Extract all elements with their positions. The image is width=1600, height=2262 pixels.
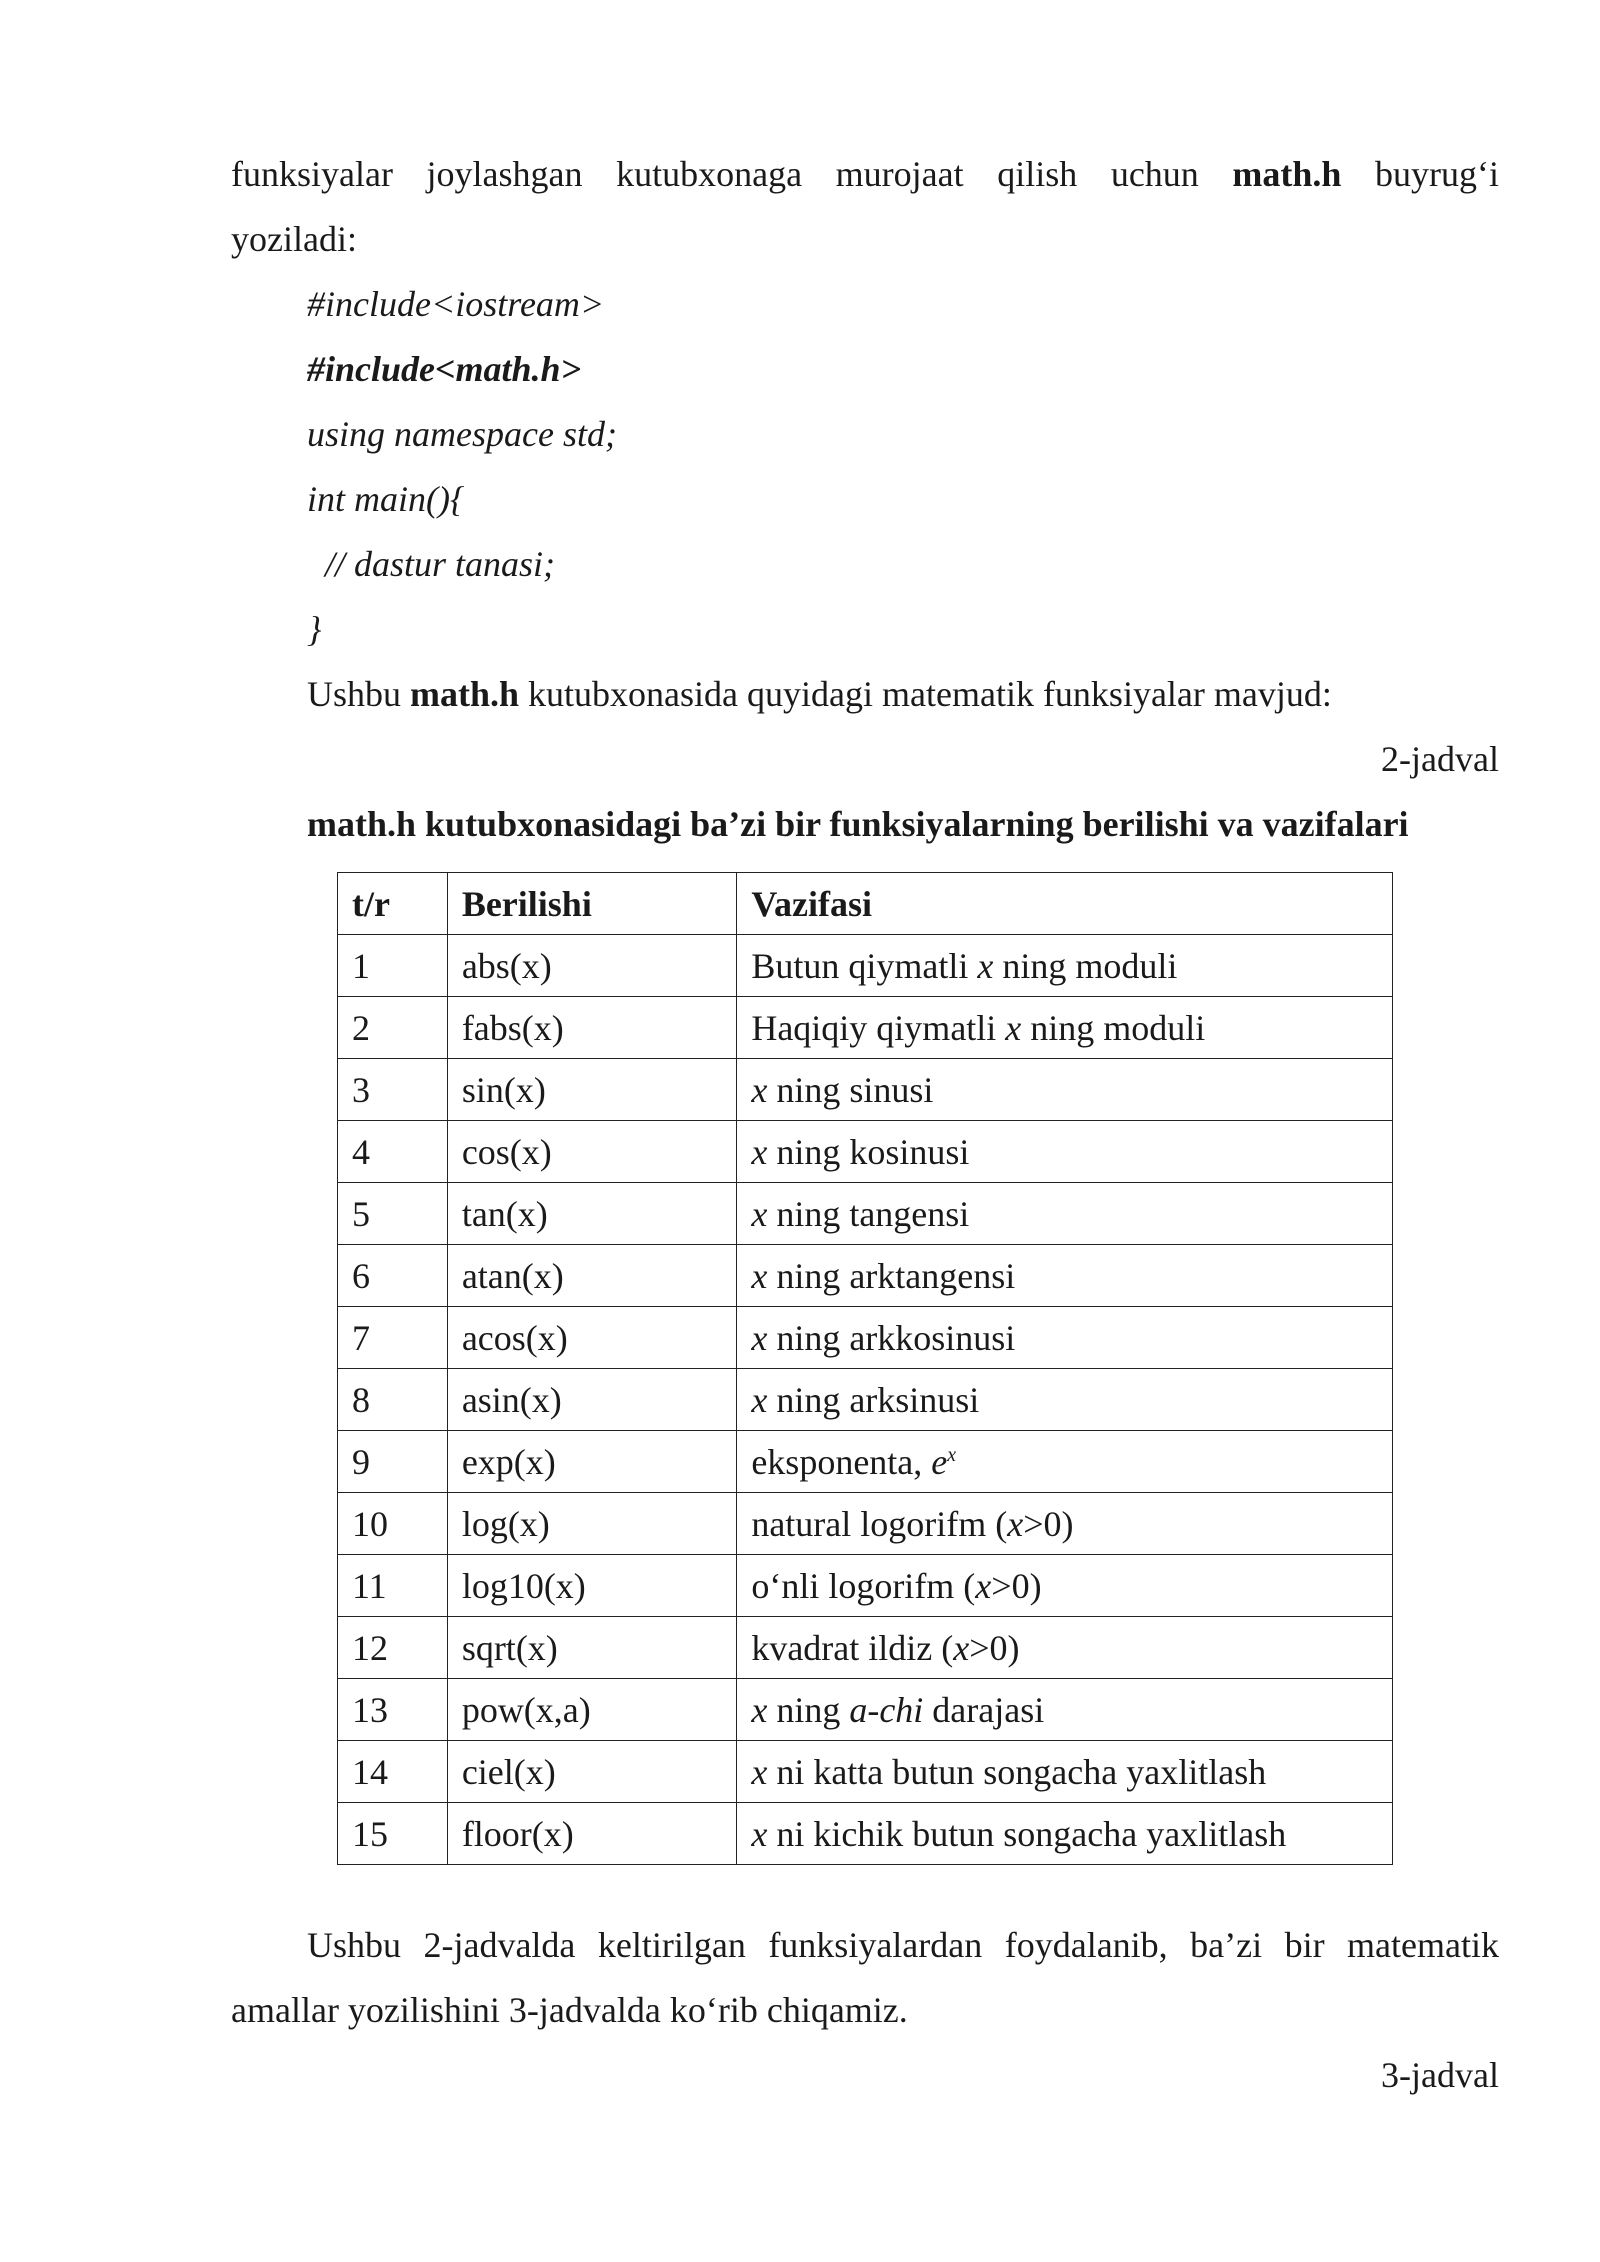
- function-description: [737, 1431, 1393, 1493]
- math-variable: x: [977, 945, 994, 986]
- math-variable: x: [751, 1069, 768, 1110]
- function-description: [737, 1555, 1393, 1617]
- table-2-title: math.h kutubxonasidagi ba’zi bir funksiyalarning berilishi va vazifalari: [307, 804, 1409, 844]
- intro-line-2: yoziladi:: [231, 219, 357, 259]
- row-number: 3: [338, 1059, 448, 1121]
- function-signature: log(x): [447, 1493, 737, 1555]
- description-text: ning: [767, 1689, 850, 1730]
- math-variable: x: [751, 1751, 768, 1792]
- description-text: Haqiqiy qiymatli: [751, 1007, 1006, 1048]
- math-variable: x: [1005, 1007, 1022, 1048]
- row-number: 12: [338, 1617, 448, 1679]
- row-number: 7: [338, 1307, 448, 1369]
- math-variable: x: [751, 1131, 768, 1172]
- intro-text: funksiyalar joylashgan kutubxonaga murojaat qilish uchun: [231, 154, 1233, 194]
- table-row: [338, 1245, 1393, 1307]
- row-number: 2: [338, 997, 448, 1059]
- math-variable: a-chi: [849, 1689, 924, 1730]
- description-text: >0): [969, 1627, 1020, 1668]
- function-description: [737, 1803, 1393, 1865]
- description-text: ning moduli: [993, 945, 1178, 986]
- function-description: [737, 1493, 1393, 1555]
- function-description: [737, 1617, 1393, 1679]
- row-number: 1: [338, 935, 448, 997]
- table-row: [338, 1431, 1393, 1493]
- function-signature: atan(x): [447, 1245, 737, 1307]
- function-signature: asin(x): [447, 1369, 737, 1431]
- description-text: ni katta butun songacha yaxlitlash: [767, 1751, 1267, 1792]
- table-row: [338, 1121, 1393, 1183]
- function-signature: fabs(x): [447, 997, 737, 1059]
- function-description: [737, 997, 1393, 1059]
- description-text: >0): [1023, 1503, 1074, 1544]
- function-signature: pow(x,a): [447, 1679, 737, 1741]
- outro-line-2: amallar yozilishini 3-jadvalda ko‘rib chiqamiz.: [231, 1990, 908, 2030]
- math-variable: x: [751, 1255, 768, 1296]
- description-text: ning arkkosinusi: [767, 1317, 1016, 1358]
- row-number: 4: [338, 1121, 448, 1183]
- lead-keyword: math.h: [410, 674, 520, 714]
- table-row: [338, 997, 1393, 1059]
- function-signature: sqrt(x): [447, 1617, 737, 1679]
- math-variable: x: [953, 1627, 970, 1668]
- outro-line-1: Ushbu 2-jadvalda keltirilgan funksiyalardan foydalanib, ba’zi bir matematik: [307, 1925, 1499, 1965]
- description-text: >0): [991, 1565, 1042, 1606]
- intro-keyword: math.h: [1232, 154, 1342, 194]
- function-signature: exp(x): [447, 1431, 737, 1493]
- description-text: o‘nli logorifm (: [751, 1565, 976, 1606]
- table-row: [338, 1183, 1393, 1245]
- description-text: ning moduli: [1021, 1007, 1206, 1048]
- function-description: [737, 1121, 1393, 1183]
- table-row: [338, 1369, 1393, 1431]
- row-number: 8: [338, 1369, 448, 1431]
- code-line-4: int main(){: [307, 479, 465, 519]
- row-number: 14: [338, 1741, 448, 1803]
- math-variable: x: [975, 1565, 992, 1606]
- lead-sentence: [307, 662, 1332, 727]
- function-signature: sin(x): [447, 1059, 737, 1121]
- table-row: [338, 1617, 1393, 1679]
- table-row: [338, 1493, 1393, 1555]
- function-description: [737, 1059, 1393, 1121]
- code-line-1: #include<iostream>: [307, 284, 605, 324]
- table-3-label: 3-jadval: [1381, 2055, 1499, 2095]
- row-number: 9: [338, 1431, 448, 1493]
- math-variable: x: [1007, 1503, 1024, 1544]
- description-text: ning arktangensi: [767, 1255, 1016, 1296]
- description-text: kvadrat ildiz (: [751, 1627, 954, 1668]
- function-description: [737, 1369, 1393, 1431]
- function-description: [737, 1307, 1393, 1369]
- function-signature: log10(x): [447, 1555, 737, 1617]
- description-text: ni kichik butun songacha yaxlitlash: [767, 1813, 1287, 1854]
- function-description: [737, 1245, 1393, 1307]
- row-number: 10: [338, 1493, 448, 1555]
- functions-table: [337, 872, 1393, 1865]
- table-row: [338, 1803, 1393, 1865]
- code-line-2: #include<math.h>: [307, 349, 582, 389]
- description-text: eksponenta,: [751, 1441, 932, 1482]
- function-signature: ciel(x): [447, 1741, 737, 1803]
- function-description: [737, 1679, 1393, 1741]
- table-row: [338, 1555, 1393, 1617]
- description-text: darajasi: [923, 1689, 1045, 1730]
- function-description: [737, 935, 1393, 997]
- table-row: [338, 1059, 1393, 1121]
- math-variable: e: [931, 1441, 948, 1482]
- math-variable: x: [751, 1379, 768, 1420]
- row-number: 5: [338, 1183, 448, 1245]
- description-text: natural logorifm (: [751, 1503, 1008, 1544]
- description-text: ning tangensi: [767, 1193, 970, 1234]
- math-exponent: x: [947, 1443, 957, 1466]
- code-line-3: using namespace std;: [307, 414, 617, 454]
- function-description: [737, 1183, 1393, 1245]
- math-variable: x: [751, 1193, 768, 1234]
- function-description: [737, 1741, 1393, 1803]
- table-2-label: 2-jadval: [1381, 739, 1499, 779]
- row-number: 6: [338, 1245, 448, 1307]
- table-row: [338, 1741, 1393, 1803]
- header-vazifasi: Vazifasi: [737, 873, 1393, 935]
- code-line-6: }: [307, 609, 322, 649]
- table-row: [338, 935, 1393, 997]
- math-variable: x: [751, 1689, 768, 1730]
- description-text: ning arksinusi: [767, 1379, 980, 1420]
- table-row: [338, 1679, 1393, 1741]
- function-signature: abs(x): [447, 935, 737, 997]
- lead-text: Ushbu: [307, 674, 411, 714]
- function-signature: floor(x): [447, 1803, 737, 1865]
- intro-text-end: buyrug‘i: [1341, 154, 1499, 194]
- code-line-5: // dastur tanasi;: [307, 544, 556, 584]
- intro-line-1: [231, 142, 1499, 207]
- function-signature: cos(x): [447, 1121, 737, 1183]
- math-variable: x: [751, 1317, 768, 1358]
- header-berilishi: Berilishi: [447, 873, 737, 935]
- header-tr: t/r: [338, 873, 448, 935]
- description-text: ning kosinusi: [767, 1131, 970, 1172]
- row-number: 13: [338, 1679, 448, 1741]
- description-text: Butun qiymatli: [751, 945, 978, 986]
- lead-text-end: kutubxonasida quyidagi matematik funksiyalar mavjud:: [519, 674, 1332, 714]
- math-variable: x: [751, 1813, 768, 1854]
- function-signature: acos(x): [447, 1307, 737, 1369]
- table-row: [338, 1307, 1393, 1369]
- table-header-row: [338, 873, 1393, 935]
- description-text: ning sinusi: [767, 1069, 934, 1110]
- row-number: 15: [338, 1803, 448, 1865]
- row-number: 11: [338, 1555, 448, 1617]
- function-signature: tan(x): [447, 1183, 737, 1245]
